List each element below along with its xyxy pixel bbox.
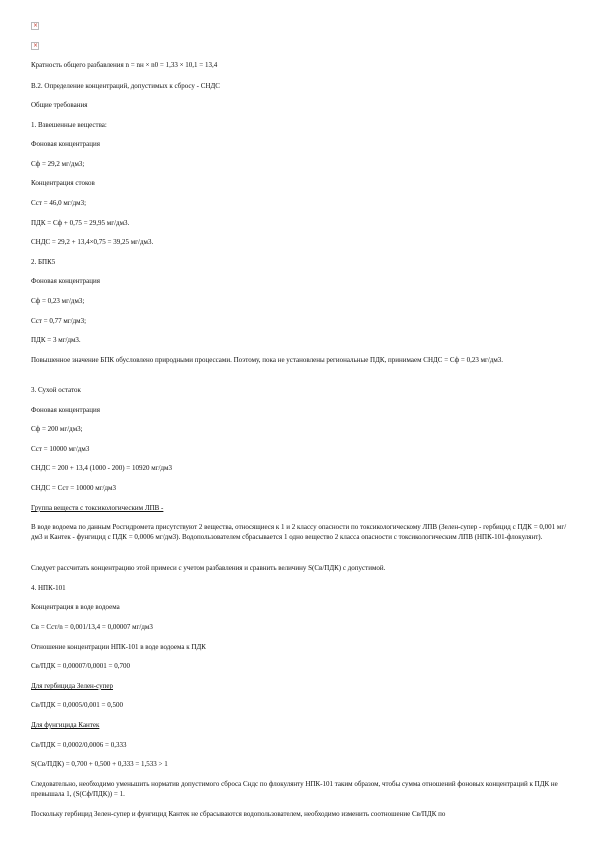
toxic-group-heading: Группа веществ с токсикологическим ЛПВ - xyxy=(31,504,164,512)
broken-image-icon: × xyxy=(33,42,39,49)
text-line: Фоновая концентрация xyxy=(31,277,100,285)
text-line: Фоновая концентрация xyxy=(31,140,100,148)
text-line: Сф = 0,23 мг/дм3; xyxy=(31,297,85,305)
text-line: Для фунгицида Кантек xyxy=(31,721,100,729)
toxic-group-paragraph: В воде водоема по данным Росгидромета присутствуют 2 вещества, относящиеся к 1 и 2 классу опасности по токсикологическому ЛПВ (Зелен-супер - гербицид с ПДК = 0,001 мг/дм3 и Кантек - фунгицид с ПДК = 0,0006 мг/дм3). Водопользователем сбрасывается 1 одно вещество 2 класса опасности с токсикологическим ЛПВ (НПК-101-флокулянт). xyxy=(31,523,567,541)
broken-image-icon: × xyxy=(33,22,39,29)
text-line: Св/ПДК = 0,00007/0,0001 = 0,700 xyxy=(31,662,131,670)
text-line: Фоновая концентрация xyxy=(31,406,100,414)
section-heading: В.2. Определение концентраций, допустимых к сбросу - СНДС xyxy=(31,82,220,90)
text-line: Св/ПДК = 0,0005/0,001 = 0,500 xyxy=(31,701,124,709)
sum-line: S(Св/ПДК) = 0,700 + 0,500 + 0,333 = 1,533 > 1 xyxy=(31,760,168,768)
text-line: Сст = 46,0 мг/дм3; xyxy=(31,199,87,207)
npk-heading: 4. НПК-101 xyxy=(31,584,66,592)
text-line: Концентрация стоков xyxy=(31,179,95,187)
text-line: Сф = 29,2 мг/дм3; xyxy=(31,160,85,168)
text-line: Сст = 0,77 мг/дм3; xyxy=(31,317,87,325)
text-line: Св/ПДК = 0,0002/0,0006 = 0,333 xyxy=(31,741,127,749)
dry-residue-heading: 3. Сухой остаток xyxy=(31,386,81,394)
broken-image-1 xyxy=(31,22,39,30)
dilution-ratio-line: Кратность общего разбавления n = nн × n0 = 1,33 × 10,1 = 13,4 xyxy=(31,61,218,69)
bod-heading: 2. БПК5 xyxy=(31,258,56,266)
text-line: СНДС = Сст = 10000 мг/дм3 xyxy=(31,484,116,492)
text-line: Для гербицида Зелен-супер xyxy=(31,682,114,690)
bod-note-paragraph: Повышенное значение БПК обусловлено природными процессами. Поэтому, пока не установлены региональные ПДК, принимаем СНДС = Сф = 0,23 мг/дм3. xyxy=(31,356,504,364)
broken-image-2 xyxy=(31,42,39,50)
text-line: Отношение концентрации НПК-101 в воде водоема к ПДК xyxy=(31,643,206,651)
suspended-solids-heading: 1. Взвешенные вещества: xyxy=(31,121,107,129)
text-line: ПДК = 3 мг/дм3. xyxy=(31,336,81,344)
text-line: СНДС = 29,2 + 13,4×0,75 = 39,25 мг/дм3. xyxy=(31,238,154,246)
general-requirements-heading: Общие требования xyxy=(31,101,88,109)
text-line: ПДК = Сф + 0,75 = 29,95 мг/дм3. xyxy=(31,219,130,227)
text-line: Концентрация в воде водоема xyxy=(31,603,120,611)
text-line: Сф = 200 мг/дм3; xyxy=(31,425,83,433)
calculation-instruction: Следует рассчитать концентрацию этой примеси с учетом разбавления и сравнить величину S(Св/ПДК) с допустимой. xyxy=(31,564,386,572)
text-line: Св = Сст/n = 0,001/13,4 = 0,00007 мг/дм3 xyxy=(31,623,153,631)
conclusion-paragraph: Следовательно, необходимо уменьшить норматив допустимого сброса Сндс по флокулянту НПК-101 таким образом, чтобы сумма отношений фоновых концентраций к ПДК не превышала 1, (S(Сф/ПДК)) = 1. xyxy=(31,780,558,798)
text-line: СНДС = 200 + 13,4 (1000 - 200) = 10920 мг/дм3 xyxy=(31,464,172,472)
text-line: Сст = 10000 мг/дм3 xyxy=(31,445,90,453)
final-paragraph: Поскольку гербицид Зелен-супер и фунгицид Кантек не сбрасываются водопользователем, необходимо изменить соотношение Св/ПДК по xyxy=(31,810,446,818)
